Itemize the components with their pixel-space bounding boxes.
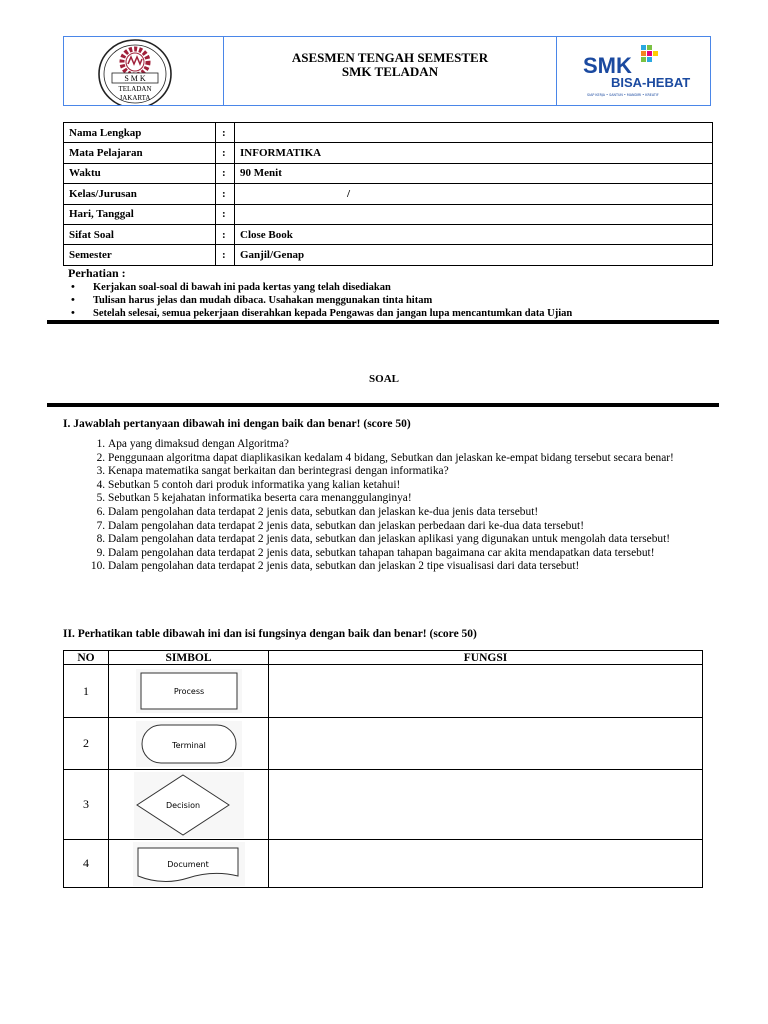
info-value-sifat: Close Book — [235, 224, 713, 244]
document-symbol-icon — [133, 842, 245, 886]
info-row-waktu — [64, 163, 713, 183]
section1-title: I. Jawablah pertanyaan dibawah ini dengan baik dan benar! (score 50) — [63, 418, 411, 430]
symbol-cell — [109, 665, 269, 718]
school-logo-cell — [64, 37, 224, 105]
row-number: 1 — [64, 665, 109, 718]
logo-smk-text: S M K — [124, 74, 146, 83]
info-colon: : — [216, 245, 235, 265]
question-item: 9. Dalam pengolahan data terdapat 2 jenis data, sebutkan tahapan tahapan bagaimana car akita mendapatkan data tersebut! — [108, 547, 704, 561]
header-simbol: SIMBOL — [109, 651, 269, 665]
row-number: 3 — [64, 770, 109, 840]
symbol-cell — [109, 770, 269, 840]
kelas-slash: / — [347, 188, 351, 201]
info-value-mapel: INFORMATIKA — [235, 143, 713, 163]
info-colon: : — [216, 184, 235, 204]
student-info-table — [63, 122, 713, 266]
info-value-waktu: 90 Menit — [235, 163, 713, 183]
header-fungsi: FUNGSI — [269, 651, 703, 665]
info-value-kelas[interactable] — [235, 184, 713, 204]
brand-tagline-text: SIAP KERJA • SANTUN • MANDIRI • KREATIF — [587, 93, 659, 97]
info-row-mapel — [64, 143, 713, 163]
info-value-semester: Ganjil/Genap — [235, 245, 713, 265]
question-item: 8. Dalam pengolahan data terdapat 2 jenis data, sebutkan dan jelaskan aplikasi yang digunakan untuk mengolah data tersebut! — [108, 533, 704, 547]
divider-top — [47, 320, 719, 324]
question-item: 7. Dalam pengolahan data terdapat 2 jenis data, sebutkan dan jelaskan perbedaan dari ke-dua data tersebut! — [108, 520, 704, 534]
question-item: 5. Sebutkan 5 kejahatan informatika beserta cara menanggulanginya! — [108, 492, 704, 506]
table-row — [64, 770, 703, 840]
fungsi-answer-cell[interactable] — [269, 770, 703, 840]
info-row-sifat — [64, 224, 713, 244]
question-item: 6. Dalam pengolahan data terdapat 2 jenis data, sebutkan dan jelaskan ke-dua jenis data tersebut! — [108, 506, 704, 520]
header-box — [63, 36, 711, 106]
decision-symbol-label: Decision — [165, 800, 200, 810]
brand-smk-text: SMK — [583, 53, 632, 78]
table-row — [64, 665, 703, 718]
info-label: Hari, Tanggal — [64, 204, 216, 224]
smk-brand-logo-cell — [556, 37, 710, 105]
info-row-nama — [64, 123, 713, 143]
symbol-cell — [109, 840, 269, 888]
note-item: • Tulisan harus jelas dan mudah dibaca. Usahakan menggunakan tinta hitam — [68, 294, 572, 307]
info-colon: : — [216, 224, 235, 244]
logo-jakarta-text: JAKARTA — [119, 94, 151, 102]
info-value-hari[interactable] — [235, 204, 713, 224]
decision-symbol-icon — [134, 772, 244, 838]
divider-soal — [47, 403, 719, 407]
row-number: 2 — [64, 718, 109, 770]
info-value-nama[interactable] — [235, 123, 713, 143]
exam-title-line1: ASESMEN TENGAH SEMESTER — [291, 50, 489, 65]
brand-bisa-hebat-text: BISA-HEBAT — [611, 75, 691, 90]
document-symbol-label: Document — [166, 859, 209, 869]
info-row-hari — [64, 204, 713, 224]
notes-section — [68, 266, 572, 320]
info-label: Kelas/Jurusan — [64, 184, 216, 204]
table-row — [64, 840, 703, 888]
logo-teladan-text: TELADAN — [118, 85, 152, 93]
info-label: Waktu — [64, 163, 216, 183]
exam-title-line2: SMK TELADAN — [341, 64, 439, 79]
question-item: 10. Dalam pengolahan data terdapat 2 jenis data, sebutkan dan jelaskan 2 tipe visualisasi dari data tersebut! — [108, 560, 704, 574]
question-item: 3. Kenapa matematika sangat berkaitan dan berintegrasi dengan informatika? — [108, 465, 704, 479]
question-item: 1. Apa yang dimaksud dengan Algoritma? — [108, 438, 704, 452]
info-label: Sifat Soal — [64, 224, 216, 244]
info-row-semester — [64, 245, 713, 265]
soal-heading: SOAL — [369, 373, 399, 385]
symbol-table-header — [64, 651, 703, 665]
info-label: Nama Lengkap — [64, 123, 216, 143]
note-item: • Kerjakan soal-soal di bawah ini pada kertas yang telah disediakan — [68, 281, 572, 294]
question-item: 4. Sebutkan 5 contoh dari produk informatika yang kalian ketahui! — [108, 479, 704, 493]
terminal-symbol-icon — [136, 721, 242, 767]
process-symbol-icon — [136, 669, 242, 713]
info-colon: : — [216, 123, 235, 143]
symbol-cell — [109, 718, 269, 770]
table-row — [64, 718, 703, 770]
info-label: Mata Pelajaran — [64, 143, 216, 163]
fungsi-answer-cell[interactable] — [269, 840, 703, 888]
school-logo — [64, 37, 223, 105]
exam-title — [224, 51, 556, 79]
notes-heading: Perhatian : — [68, 266, 126, 280]
terminal-symbol-label: Terminal — [171, 740, 206, 750]
flowchart-symbol-table — [63, 650, 703, 888]
info-row-kelas — [64, 184, 713, 204]
header-no: NO — [64, 651, 109, 665]
question-list — [84, 438, 704, 574]
question-item: 2. Penggunaan algoritma dapat diaplikasikan kedalam 4 bidang, Sebutkan dan jelaskan ke-empat bidang tersebut secara benar! — [108, 452, 704, 466]
row-number: 4 — [64, 840, 109, 888]
fungsi-answer-cell[interactable] — [269, 665, 703, 718]
info-colon: : — [216, 204, 235, 224]
section2-title: II. Perhatikan table dibawah ini dan isi fungsinya dengan baik dan benar! (score 50) — [63, 628, 477, 640]
info-label: Semester — [64, 245, 216, 265]
info-colon: : — [216, 163, 235, 183]
fungsi-answer-cell[interactable] — [269, 718, 703, 770]
smk-bisa-hebat-logo — [557, 37, 710, 105]
process-symbol-label: Process — [173, 687, 204, 696]
notes-list — [68, 281, 572, 320]
info-colon: : — [216, 143, 235, 163]
note-item: • Setelah selesai, semua pekerjaan diserahkan kepada Pengawas dan jangan lupa mencantumkan data Ujian — [68, 307, 572, 320]
